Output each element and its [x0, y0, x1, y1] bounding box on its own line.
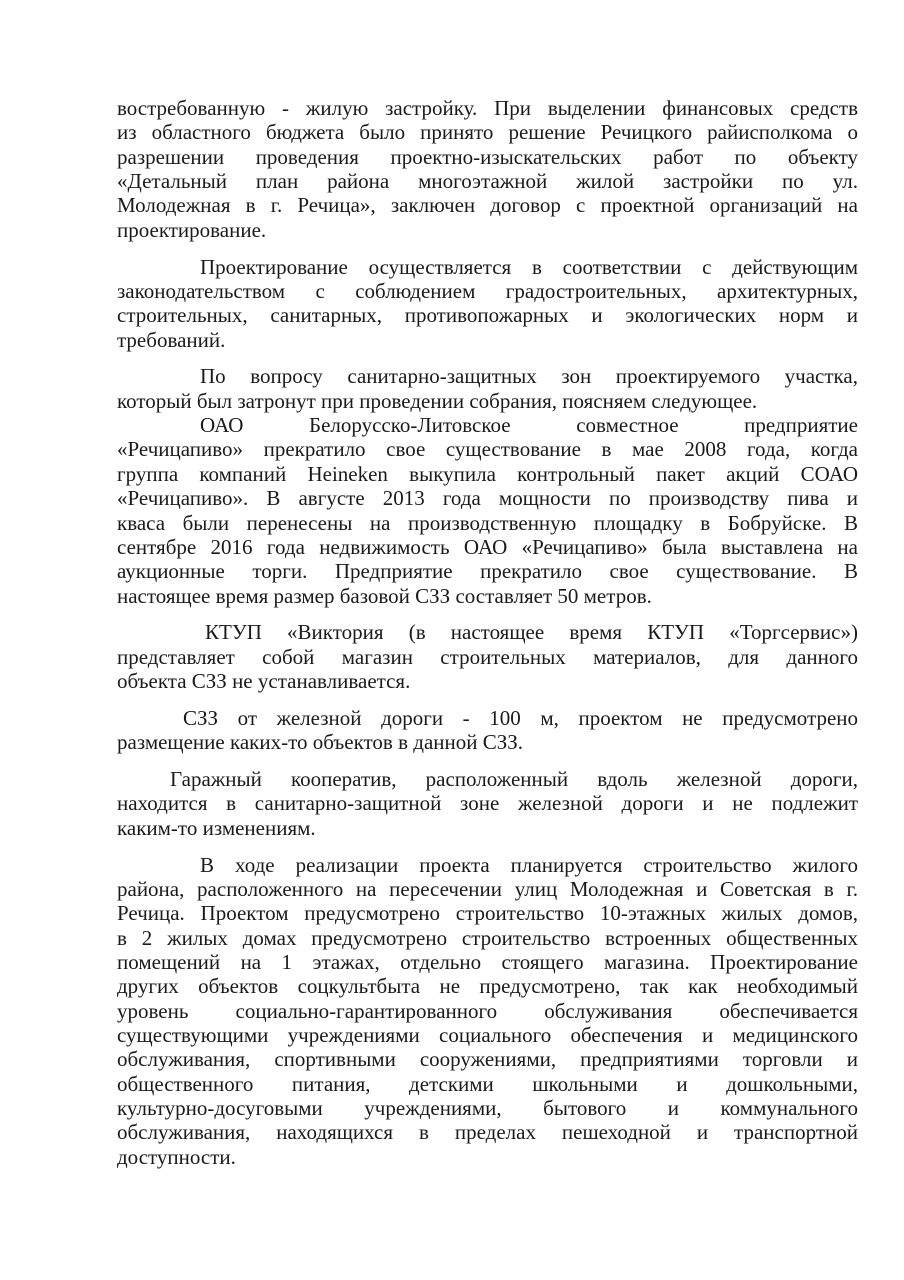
text-line: настоящее время размер базовой СЗЗ составляет 50 метров.: [117, 583, 652, 608]
text-line: аукционные торги. Предприятие прекратило свое существование. В: [117, 559, 858, 584]
paragraph: [117, 255, 858, 352]
text-line: каким-то изменениям.: [117, 815, 316, 840]
paragraph: [117, 620, 858, 693]
text-line: «Речицапиво» прекратило свое существование в мае 2008 года, когда: [117, 437, 858, 462]
text-line: В ходе реализации проекта планируется строительство жилого: [200, 852, 858, 877]
text-line: доступности.: [117, 1144, 236, 1169]
text-line: СЗЗ от железной дороги - 100 м, проектом не предусмотрено: [183, 705, 858, 730]
text-line: По вопросу санитарно-защитных зон проектируемого участка,: [200, 364, 858, 389]
text-line: разрешении проведения проектно-изыскательских работ по объекту: [117, 144, 858, 169]
text-line: существующими учреждениями социального обеспечения и медицинского: [117, 1023, 858, 1048]
text-line: строительных, санитарных, противопожарных и экологических норм и: [117, 303, 858, 328]
text-line: представляет собой магазин строительных материалов, для данного: [117, 644, 858, 669]
text-line: востребованную - жилую застройку. При выделении финансовых средств: [117, 96, 858, 120]
text-line: размещение каких-то объектов в данной СЗЗ.: [117, 730, 524, 755]
paragraph: [117, 413, 858, 608]
text-line: уровень социально-гарантированного обслуживания обеспечивается: [117, 998, 858, 1023]
paragraph: [117, 364, 858, 413]
document-page: [117, 96, 858, 1169]
text-line: из областного бюджета было принято решение Речицкого райисполкома о: [117, 120, 858, 145]
text-line: «Речицапиво». В августе 2013 года мощности по производству пива и: [117, 486, 858, 511]
text-line: Молодежная в г. Речица», заключен договор с проектной организаций на: [117, 193, 858, 218]
paragraph: [117, 96, 858, 242]
text-line: ОАО Белорусско-Литовское совместное предприятие: [200, 413, 858, 438]
text-line: сентябре 2016 года недвижимость ОАО «Речицапиво» была выставлена на: [117, 534, 858, 559]
text-line: обслуживания, спортивными сооружениями, предприятиями торговли и: [117, 1047, 858, 1072]
text-line: законодательством с соблюдением градостроительных, архитектурных,: [117, 278, 858, 303]
text-line: который был затронут при проведении собрания, поясняем следующее.: [117, 388, 758, 413]
text-line: Гаражный кооператив, расположенный вдоль железной дороги,: [170, 767, 858, 792]
paragraph: [117, 767, 858, 840]
text-line: общественного питания, детскими школьными и дошкольными,: [117, 1071, 858, 1096]
text-line: района, расположенного на пересечении улиц Молодежная и Советская в г.: [117, 876, 858, 901]
text-line: в 2 жилых домах предусмотрено строительство встроенных общественных: [117, 925, 858, 950]
text-line: КТУП «Виктория (в настоящее время КТУП «Торгсервис»): [205, 620, 858, 645]
text-line: культурно-досуговыми учреждениями, бытового и коммунального: [117, 1096, 858, 1121]
text-line: находится в санитарно-защитной зоне железной дороги и не подлежит: [117, 791, 858, 816]
text-line: Проектирование осуществляется в соответствии с действующим: [200, 254, 858, 279]
text-line: «Детальный план района многоэтажной жилой застройки по ул.: [117, 169, 858, 194]
text-line: группа компаний Heineken выкупила контрольный пакет акций СОАО: [117, 461, 858, 486]
text-line: обслуживания, находящихся в пределах пешеходной и транспортной: [117, 1120, 858, 1145]
text-line: требований.: [117, 327, 226, 352]
text-line: других объектов соцкультбыта не предусмотрено, так как необходимый: [117, 974, 858, 999]
text-line: помещений на 1 этажах, отдельно стоящего магазина. Проектирование: [117, 950, 858, 974]
paragraph: [117, 853, 858, 1169]
paragraph: [117, 706, 858, 755]
text-line: Речица. Проектом предусмотрено строительство 10-этажных жилых домов,: [117, 901, 858, 926]
text-line: проектирование.: [117, 217, 267, 242]
text-line: кваса были перенесены на производственную площадку в Бобруйске. В: [117, 510, 858, 535]
text-line: объекта СЗЗ не устанавливается.: [117, 669, 411, 694]
